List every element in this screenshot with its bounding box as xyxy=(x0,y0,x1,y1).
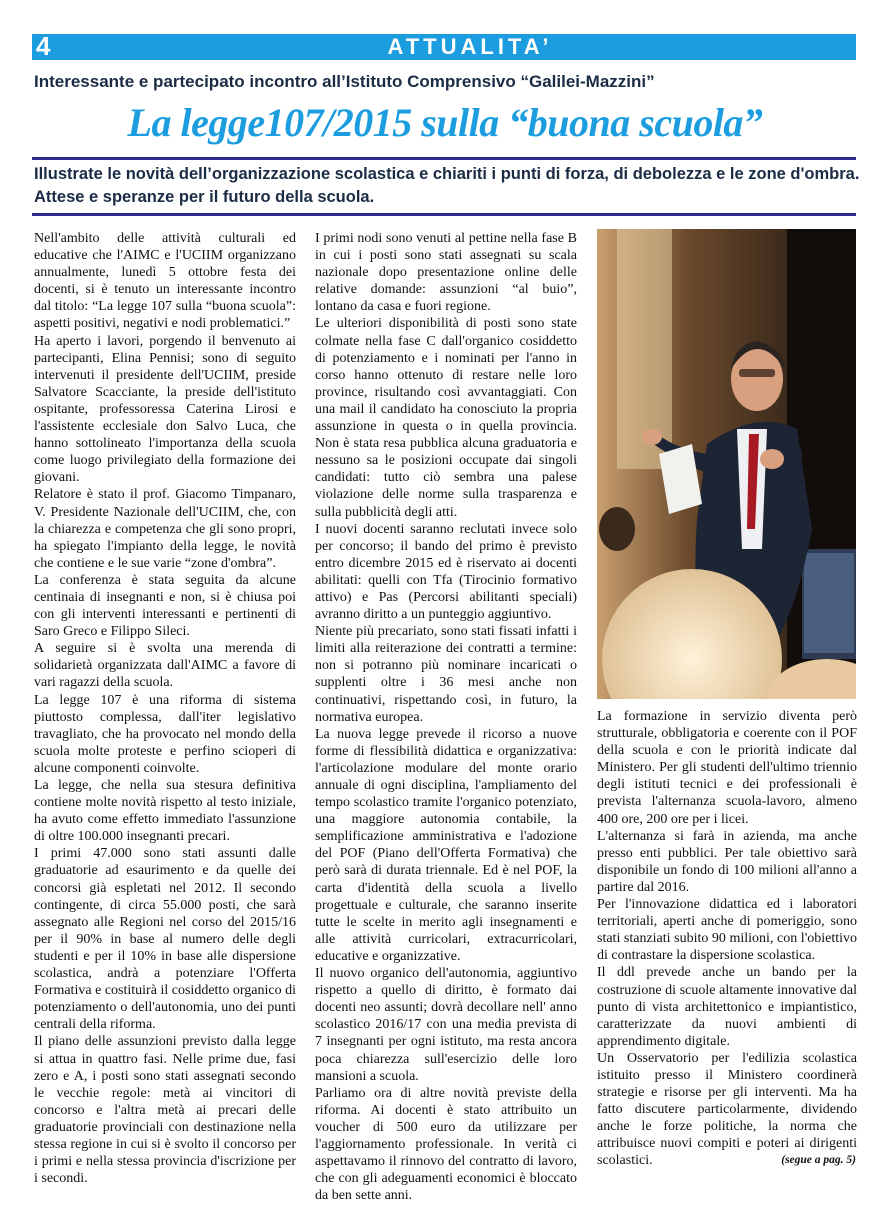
paragraph: I primi nodi sono venuti al pettine nella fase B in cui i posti sono stati assegnati su scala nazionale dopo presentazione online delle relative domande: assunzioni “al buio”, lontano da casa e fuori regione. xyxy=(315,231,577,315)
article-headline: La legge107/2015 sulla “buona scuola” xyxy=(127,100,763,145)
article-column-3 xyxy=(597,708,857,1170)
article-column-1 xyxy=(34,230,296,1187)
paragraph: La formazione in servizio diventa però strutturale, obbligatoria e coerente con il POF della scuola e con le priorità indicate dal Ministero. Per gli studenti dell'ultimo triennio degli istituti tecnici e dei professionali è prevista l'alternanza scuola-lavoro, almeno 400 ore, 200 ore per i licei. xyxy=(597,709,857,827)
paragraph: La nuova legge prevede il ricorso a nuove forme di flessibilità didattica e organizzativa: l'articolazione modulare del monte orario annuale di ogni disciplina, l'ampliamento del tempo scolastico tramite l'organico potenziato, una maggiore autonomia contabile, la semplificazione amministrativa e l'adozione del POF (Piano dell'Offerta Formativa) che però sarà di durata triennale. Ed è nel POF, la carta d'identità della scuola a livello progettuale e culturale, che saranno inserite tutte le scelte in merito agli insegnamenti e alle attività curricolari, extracurricolari, educative e organizzative. xyxy=(315,726,577,964)
article-kicker: Interessante e partecipato incontro all’Istituto Comprensivo “Galilei-Mazzini” xyxy=(34,72,655,91)
page-number: 4 xyxy=(36,31,51,61)
article-subhead: Illustrate le novità dell’organizzazione scolastica e chiariti i punti di forza, di debolezza e le zone d'ombra. Attese e speranze per il futuro della scuola. xyxy=(34,165,860,206)
divider-top xyxy=(32,157,856,160)
paragraph: Parliamo ora di altre novità previste della riforma. Ai docenti è stato attribuito un voucher di 500 euro da utilizzare per l'aggiornamento professionale. In verità ci aspettavamo il rinnovo del contratto di lavoro, che con gli adeguamenti economici è bloccato da ben sette anni. xyxy=(315,1085,577,1204)
paragraph: I primi 47.000 sono stati assunti dalle graduatorie ad esaurimento e da quelle dei concorsi già espletati nel 2012. Il secondo contingente, di circa 55.000 posti, che sarà assegnato alle Regioni nel corso del 2015/16 per il 90% in base al numero delle degli studenti e per il 10% in base alle dispersione scolastica, andrà a potenziare l'Offerta Formativa e costituirà il cosiddetto organico di potenziamento o dell'autonomia, uno dei punti centrali della riforma. xyxy=(34,846,296,1033)
paragraph: La legge, che nella sua stesura definitiva contiene molte novità rispetto al testo iniziale, ha avuto come effetto immediato l'assunzione di oltre 100.000 insegnanti precari. xyxy=(34,778,296,845)
paragraph: I nuovi docenti saranno reclutati invece solo per concorso; il bando del primo è previsto entro dicembre 2015 ed è riservato ai docenti abilitati: quelli con Tfa (Tirocinio formativo attivo) e Pas (Percorsi abilitanti speciali) avranno diritto a un punteggio aggiuntivo. xyxy=(315,521,577,623)
section-title: ATTUALITA’ xyxy=(387,34,553,59)
paragraph: Per l'innovazione didattica ed i laboratori territoriali, aperti anche di pomeriggio, sono stati stanziati subito 90 milioni, con l'obiettivo di contrastare la dispersione scolastica. xyxy=(597,897,857,964)
paragraph: Il piano delle assunzioni previsto dalla legge si attua in quattro fasi. Nelle prime due, fasi zero e A, i posti sono stati assegnati secondo le vecchie regole: metà ai vincitori di concorso e l'altra metà ai precari delle graduatorie provinciali con destinazione nella stessa regione in cui si è svolto il concorso per i primi e nella stessa provincia d'iscrizione per i secondi. xyxy=(34,1034,296,1187)
paragraph: La conferenza è stata seguita da alcune centinaia di insegnanti e non, si è chiusa poi con gli interventi interessanti e pertinenti di Saro Greco e Filippo Sileci. xyxy=(34,572,296,640)
speaker-photo-illustration xyxy=(597,229,856,699)
paragraph: Niente più precariato, sono stati fissati infatti i limiti alla reiterazione dei contratti a termine: non si potranno più nominare incaricati o supplenti oltre i 36 mesi anche non continuativi, rispettando così, in futuro, la normativa europea. xyxy=(315,624,577,725)
paragraph: Nell'ambito delle attività culturali ed educative che l'AIMC e l'UCIIM organizzano annualmente, lunedì 5 ottobre festa dei docenti, si è tenuto un interessante incontro dal titolo: “La legge 107 sulla “buona scuola”: aspetti positivi, negativi e nodi problematici.” xyxy=(34,231,296,332)
divider-bottom xyxy=(32,213,856,216)
continued-note: (segue a pag. 5) xyxy=(781,1154,856,1166)
paragraph: Il ddl prevede anche un bando per la costruzione di scuole altamente innovative dal punto di vista architettonico e impiantistico, caratterizzate da nuovi ambienti di apprendimento digitale. xyxy=(597,965,857,1049)
paragraph: L'alternanza si farà in azienda, ma anche presso enti pubblici. Per tale obiettivo sarà disponibile un fondo di 100 milioni all'anno a partire dal 2016. xyxy=(597,828,857,895)
paragraph: Ha aperto i lavori, porgendo il benvenuto ai partecipanti, Elina Pennisi; sono di seguito intervenuti il presidente dell'UCIIM, preside Salvatore Scacciante, la preside dell'istituto ospitante, professoressa Caterina Lirosi e l'assistente ecclesiale don Salvo Luca, che hanno sottolineato l'importanza della scuola come luogo privilegiato della formazione dei giovani. xyxy=(34,333,296,486)
paragraph: La legge 107 è una riforma di sistema piuttosto complessa, dall'iter legislativo travagliato, che ha provocato nel mondo della scuola molte proteste e perfino scioperi di alcune componenti coinvolte. xyxy=(34,692,296,776)
speaker-photo xyxy=(597,229,856,699)
paragraph: A seguire si è svolta una merenda di solidarietà organizzata dall'AIMC a favore di vari ragazzi della scuola. xyxy=(34,641,296,691)
paragraph: Relatore è stato il prof. Giacomo Timpanaro, V. Presidente Nazionale dell'UCIIM, che, con la chiarezza e competenza che gli sono propri, ha spiegato l'impianto della legge, le novità che contiene e le sue varie “zone d'ombra”. xyxy=(34,487,296,571)
paragraph: Le ulteriori disponibilità di posti sono state colmate nella fase C dall'organico cosiddetto di potenziamento e i nominati per l'anno in corso hanno ottenuto di restare nelle loro province, risultando così avvantaggiati. Con una mail il candidato ha conosciuto la propria assunzione in questa o in quella provincia. Non è stata resa pubblica alcuna graduatoria e nessuno sa le posizioni occupate dai singoli candidati: tutto ciò sembra una palese violazione delle norme sulla trasparenza e sulla pubblicità degli atti. xyxy=(315,316,577,520)
paragraph: Un Osservatorio per l'edilizia scolastica istituito presso il Ministero coordinerà strategie e risorse per gli interventi. Ma ha fatto discutere particolarmente, dividendo anche le forze politiche, la norma che attribuisce nuovi compiti e poteri ai dirigenti scolastici. xyxy=(597,1050,857,1169)
article-column-2 xyxy=(315,230,577,1204)
paragraph: Il nuovo organico dell'autonomia, aggiuntivo rispetto a quello di diritto, è formato dai docenti neo assunti; dovrà decollare nell' anno scolastico 2016/17 con una media prevista di 7 insegnanti per ogni istituto, ma resta ancora poca chiarezza sull'esercizio delle loro mansioni a scuola. xyxy=(315,966,577,1084)
